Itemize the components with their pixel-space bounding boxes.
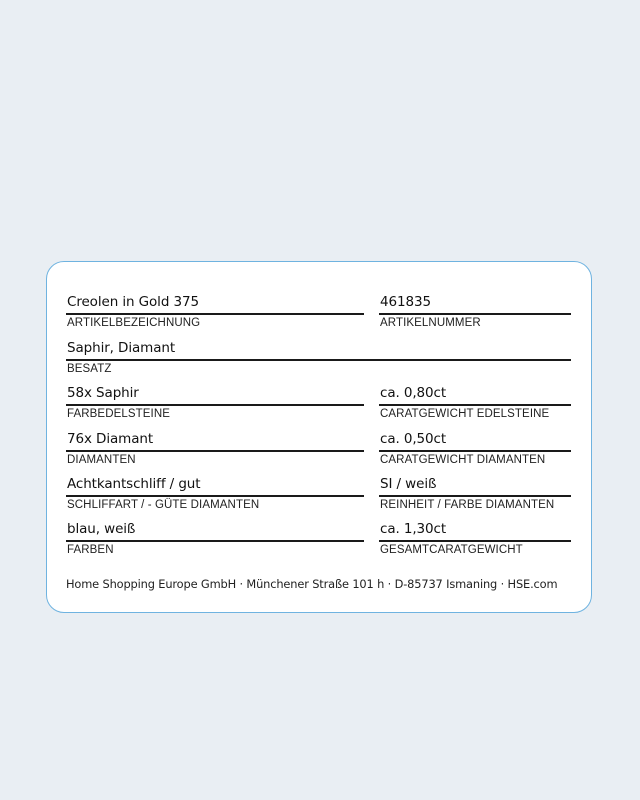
cut-quality-label: SCHLIFFART / - GÜTE DIAMANTEN xyxy=(67,499,260,511)
row-diamonds xyxy=(66,429,571,469)
article-name-label: ARTIKELBEZEICHNUNG xyxy=(67,317,201,329)
product-info-card xyxy=(46,261,592,613)
clarity-color-value: SI / weiß xyxy=(380,476,437,492)
article-name-field xyxy=(66,292,364,330)
article-number-value: 461835 xyxy=(380,294,431,310)
article-name-value: Creolen in Gold 375 xyxy=(67,294,199,310)
article-number-field xyxy=(379,292,571,330)
company-footer: Home Shopping Europe GmbH · Münchener Straße 101 h · D-85737 Ismaning · HSE.com xyxy=(66,577,558,591)
clarity-color-field xyxy=(379,474,571,512)
row-article xyxy=(66,292,571,332)
cut-quality-value: Achtkantschliff / gut xyxy=(67,476,201,492)
colored-gemstones-label: FARBEDELSTEINE xyxy=(67,408,171,420)
total-carat-field xyxy=(379,519,571,557)
gemstone-carat-field xyxy=(379,383,571,421)
row-gemstones xyxy=(66,383,571,423)
gemstone-carat-value: ca. 0,80ct xyxy=(380,385,447,401)
row-setting xyxy=(66,338,571,378)
setting-field xyxy=(66,338,571,376)
diamonds-field xyxy=(66,429,364,467)
diamonds-value: 76x Diamant xyxy=(67,431,154,447)
colored-gemstones-field xyxy=(66,383,364,421)
colors-label: FARBEN xyxy=(67,544,114,556)
cut-quality-field xyxy=(66,474,364,512)
diamond-carat-label: CARATGEWICHT DIAMANTEN xyxy=(380,454,546,466)
setting-value: Saphir, Diamant xyxy=(67,340,176,356)
colors-field xyxy=(66,519,364,557)
diamonds-label: DIAMANTEN xyxy=(67,454,136,466)
clarity-color-label: REINHEIT / FARBE DIAMANTEN xyxy=(380,499,555,511)
gemstone-carat-label: CARATGEWICHT EDELSTEINE xyxy=(380,408,550,420)
diamond-carat-value: ca. 0,50ct xyxy=(380,431,447,447)
setting-label: BESATZ xyxy=(67,363,112,375)
colors-value: blau, weiß xyxy=(67,521,136,537)
total-carat-value: ca. 1,30ct xyxy=(380,521,447,537)
total-carat-label: GESAMTCARATGEWICHT xyxy=(380,544,523,556)
row-cut xyxy=(66,474,571,514)
row-colors xyxy=(66,519,571,559)
diamond-carat-field xyxy=(379,429,571,467)
colored-gemstones-value: 58x Saphir xyxy=(67,385,139,401)
article-number-label: ARTIKELNUMMER xyxy=(380,317,481,329)
